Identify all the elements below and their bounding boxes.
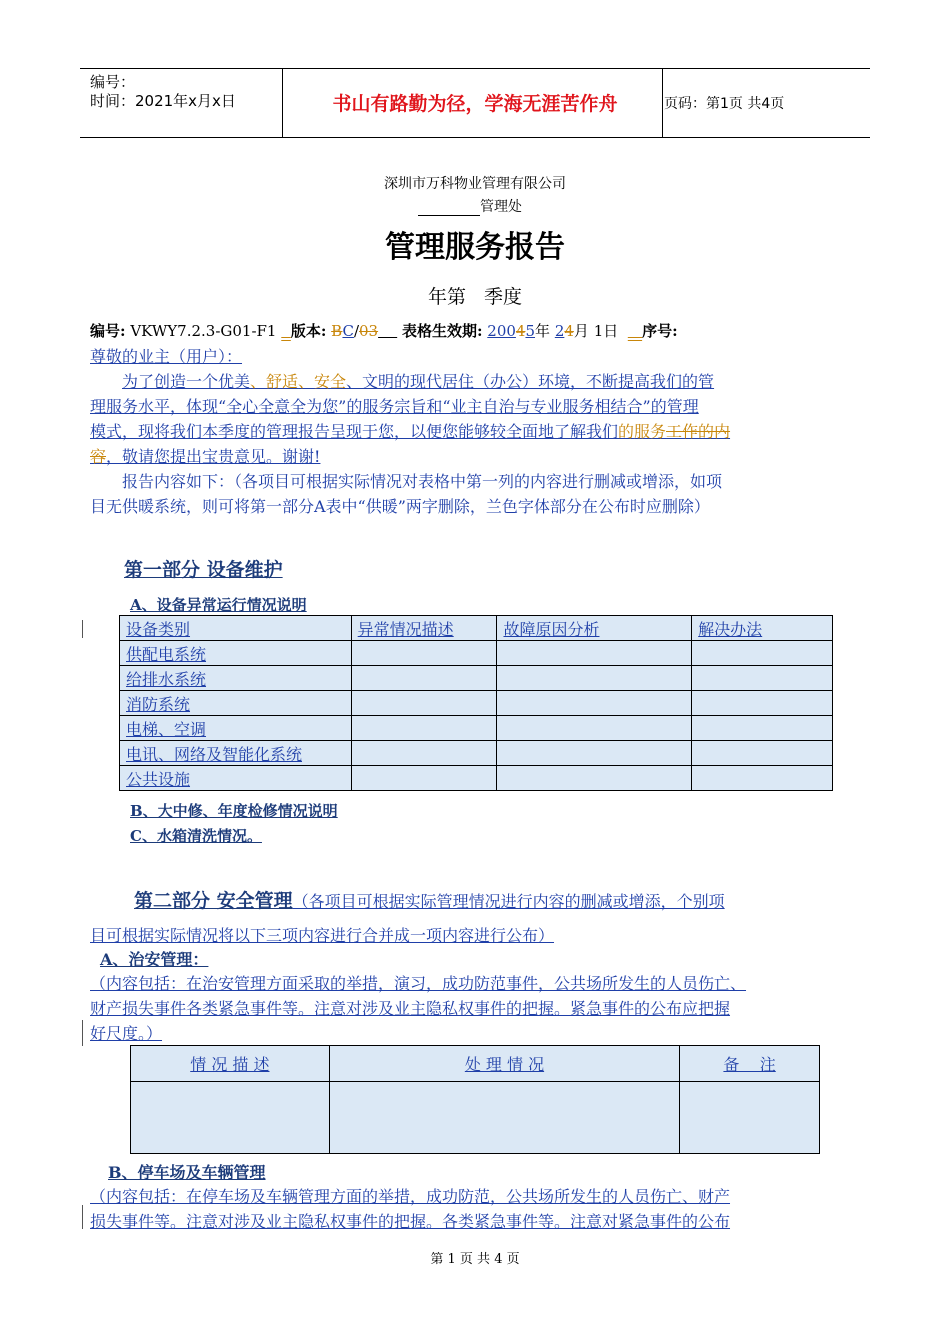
table-cell [351, 741, 497, 766]
table-cell [351, 716, 497, 741]
part2-sub-a: A、治安管理： [100, 950, 209, 969]
intro-text: ，敬请您提出宝贵意见。谢谢! [106, 447, 321, 466]
report-text: 报告内容如下：（各项目可根据实际情况对表格中第一列的内容进行删减或增添，如项 [122, 472, 723, 491]
table-cell: 电讯、网络及智能化系统 [120, 741, 352, 766]
part1-sub-a: A、设备异常运行情况说明 [130, 596, 307, 614]
eff-year: 200 [487, 322, 516, 340]
part2-sub-b: B、停车场及车辆管理 [108, 1163, 266, 1182]
margin-mark [82, 1020, 83, 1046]
table-cell [692, 666, 833, 691]
part2-note: 目可根据实际情况将以下三项内容进行合并成一项内容进行公布） [90, 926, 555, 945]
part2-note: （各项目可根据实际管理情况进行内容的删减或增添，个别项 [292, 892, 725, 911]
table-cell [680, 1082, 820, 1154]
part2-title: 第二部分 安全管理 [134, 890, 293, 912]
eff-month: 2 [554, 322, 565, 340]
intro-text: 为了创造一个优美 [122, 372, 251, 391]
table-cell [692, 766, 833, 791]
header-code: 编号： [90, 73, 136, 91]
header-motto: 书山有路勤为径，学海无涯苦作舟 [332, 93, 618, 115]
intro-text: 、文明的现代居住（办公）环境，不断提高我们的管 [346, 372, 715, 391]
company-name: 深圳市万科物业管理有限公司 [384, 176, 566, 192]
note-text: （内容包括：在停车场及车辆管理方面的举措，成功防范，公共场所发生的人员伤亡、财产 [90, 1187, 731, 1206]
table-header: 异常情况描述 [351, 616, 497, 641]
table-cell [497, 641, 692, 666]
header-divider [282, 69, 283, 137]
code-value: VKWY7.2.3-G01-F1 [130, 322, 277, 340]
note-text: 好尺度。） [90, 1024, 163, 1043]
table-cell [351, 666, 497, 691]
table-cell [329, 1082, 679, 1154]
table-cell [692, 716, 833, 741]
version-new: C [342, 322, 354, 340]
part1-title: 第一部分 设备维护 [124, 559, 283, 581]
table-cell: 给排水系统 [120, 666, 352, 691]
eff-year-unit: 年 [535, 322, 551, 340]
table-cell [351, 691, 497, 716]
table-row [131, 1082, 820, 1154]
table-header: 故障原因分析 [497, 616, 692, 641]
version-num: 03 [359, 322, 379, 340]
table-header-row [120, 616, 833, 641]
form-meta [90, 320, 678, 341]
table-header: 处 理 情 况 [329, 1046, 679, 1082]
parking-note [90, 1184, 880, 1234]
header-time: 时间：2021年x月x日 [90, 92, 236, 110]
eff-year-new: 5 [525, 322, 536, 340]
table-row [120, 666, 833, 691]
intro-deleted: 工作的内 [666, 422, 731, 441]
table-row [120, 741, 833, 766]
eff-year-old: 4 [515, 322, 526, 340]
table-cell [351, 641, 497, 666]
intro-text: 理服务水平，体现“全心全意全为您”的服务宗旨和“业主自治与专业服务相结合”的管理 [90, 397, 699, 416]
note-text: 损失事件等。注意对涉及业主隐私权事件的把握。各类紧急事件等。注意对紧急事件的公布 [90, 1212, 731, 1231]
intro-deleted: 容 [90, 447, 107, 466]
table-row [120, 716, 833, 741]
header-divider [662, 69, 663, 137]
eff-month-old: 4 [564, 322, 574, 340]
header-info [90, 73, 280, 111]
eff-month-unit: 月 [573, 322, 589, 340]
part1-sub-c: C、水箱清洗情况。 [130, 827, 262, 845]
code-label: 编号: [90, 322, 126, 340]
table-cell [497, 766, 692, 791]
table-cell [497, 666, 692, 691]
table-cell [497, 691, 692, 716]
dept-blank [418, 201, 480, 216]
page-title: 管理服务报告 [385, 230, 565, 265]
table-cell [497, 716, 692, 741]
table-cell [351, 766, 497, 791]
table-cell: 消防系统 [120, 691, 352, 716]
table-row [120, 641, 833, 666]
margin-mark [82, 620, 83, 638]
period: 年第 季度 [427, 286, 523, 308]
version-old: B [331, 322, 343, 340]
dept-line [418, 196, 522, 216]
header-page: 页码：第1页 共4页 [664, 96, 785, 112]
eff-day: 1日 [593, 322, 619, 340]
table-header: 情 况 描 述 [131, 1046, 330, 1082]
table-cell [692, 741, 833, 766]
greeting: 尊敬的业主（用户）： [90, 347, 243, 366]
table-header-row [131, 1046, 820, 1082]
table-cell: 电梯、空调 [120, 716, 352, 741]
table-cell [692, 641, 833, 666]
table-cell: 公共设施 [120, 766, 352, 791]
table-header: 设备类别 [120, 616, 352, 641]
version-label: 版本: [290, 322, 327, 340]
note-text: （内容包括：在治安管理方面采取的举措，演习，成功防范事件，公共场所发生的人员伤亡、 [90, 974, 747, 993]
dept-name: 管理处 [480, 199, 522, 215]
security-table [130, 1045, 820, 1154]
table-row [120, 766, 833, 791]
report-note [90, 469, 870, 519]
security-note [90, 971, 880, 1046]
effective-label: 表格生效期: [401, 322, 483, 340]
margin-mark [82, 1205, 83, 1229]
table-cell [497, 741, 692, 766]
report-text: 目无供暖系统，则可将第一部分A表中“供暖”两字删除，兰色字体部分在公布时应删除） [90, 497, 710, 516]
part2-intro [90, 884, 870, 953]
table-header: 备 注 [680, 1046, 820, 1082]
note-text: 财产损失事件各类紧急事件等。注意对涉及业主隐私权事件的把握。紧急事件的公布应把握 [90, 999, 731, 1018]
version-slash: / [353, 322, 359, 340]
table-cell [131, 1082, 330, 1154]
table-cell [692, 691, 833, 716]
table-header: 解决办法 [692, 616, 833, 641]
intro-insert: 的服务 [618, 422, 667, 441]
intro-text: 模式，现将我们本季度的管理报告呈现于您，以便您能够较全面地了解我们 [90, 422, 619, 441]
seq-label: 序号: [642, 322, 678, 340]
table-cell: 供配电系统 [120, 641, 352, 666]
table-row [120, 691, 833, 716]
part1-sub-b: B、大中修、年度检修情况说明 [130, 802, 338, 820]
equipment-table [119, 615, 833, 791]
intro-insert: 、安全 [298, 372, 347, 391]
intro-insert: 、舒适 [250, 372, 299, 391]
intro-paragraph [90, 369, 870, 469]
page-footer: 第 1 页 共 4 页 [430, 1252, 520, 1267]
page-header [80, 68, 870, 138]
